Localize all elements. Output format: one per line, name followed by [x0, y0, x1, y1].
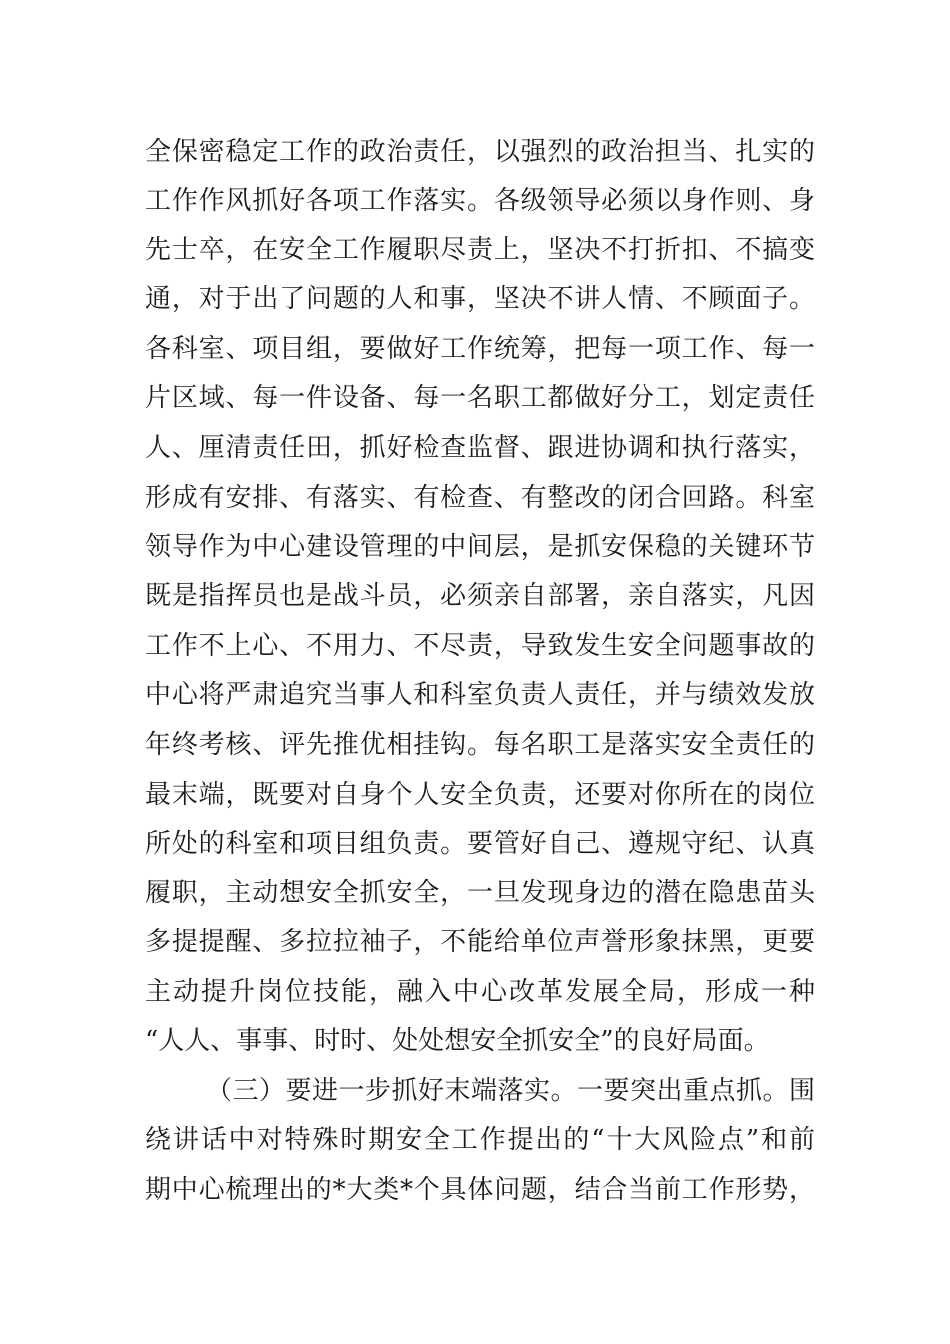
text-line: 履职，主动想安全抓安全，一旦发现身边的潜在隐患苗头 — [145, 878, 815, 908]
text-line: 各科室、项目组，要做好工作统筹，把每一项工作、每一 — [145, 334, 815, 364]
paragraph-start-line: （三）要进一步抓好末端落实。一要突出重点抓。围 — [206, 1076, 815, 1106]
text-line: 中心将严肃追究当事人和科室负责人责任，并与绩效发放 — [145, 680, 815, 710]
text-line: 工作不上心、不用力、不尽责，导致发生安全问题事故的 — [145, 631, 815, 661]
text-line: 期中心梳理出的*大类*个具体问题，结合当前工作形势， — [145, 1175, 815, 1205]
text-line: 形成有安排、有落实、有检查、有整改的闭合回路。科室 — [145, 483, 815, 513]
text-line: 所处的科室和项目组负责。要管好自己、遵规守纪、认真 — [145, 829, 815, 859]
text-line: 年终考核、评先推优相挂钩。每名职工是落实安全责任的 — [145, 730, 815, 760]
text-line: 通，对于出了问题的人和事，坚决不讲人情、不顾面子。 — [145, 284, 815, 314]
text-line: 工作作风抓好各项工作落实。各级领导必须以身作则、身 — [145, 186, 815, 216]
text-line: 全保密稳定工作的政治责任，以强烈的政治担当、扎实的 — [145, 137, 815, 167]
paragraph-end-line: “人人、事事、时时、处处想安全抓安全”的良好局面。 — [145, 1026, 770, 1056]
text-line: 领导作为中心建设管理的中间层，是抓安保稳的关键环节 — [145, 532, 815, 562]
text-line: 片区域、每一件设备、每一名职工都做好分工，划定责任 — [145, 383, 815, 413]
text-line: 人、厘清责任田，抓好检查监督、跟进协调和执行落实， — [145, 433, 815, 463]
text-line: 多提提醒、多拉拉袖子，不能给单位声誉形象抹黑，更要 — [145, 927, 815, 957]
text-line: 既是指挥员也是战斗员，必须亲自部署，亲自落实，凡因 — [145, 581, 815, 611]
text-line: 先士卒，在安全工作履职尽责上，坚决不打折扣、不搞变 — [145, 235, 815, 265]
text-line: 绕讲话中对特殊时期安全工作提出的“十大风险点”和前 — [145, 1125, 815, 1155]
text-line: 主动提升岗位技能，融入中心改革发展全局，形成一种 — [145, 977, 815, 1007]
text-line: 最末端，既要对自身个人安全负责，还要对你所在的岗位 — [145, 780, 815, 810]
